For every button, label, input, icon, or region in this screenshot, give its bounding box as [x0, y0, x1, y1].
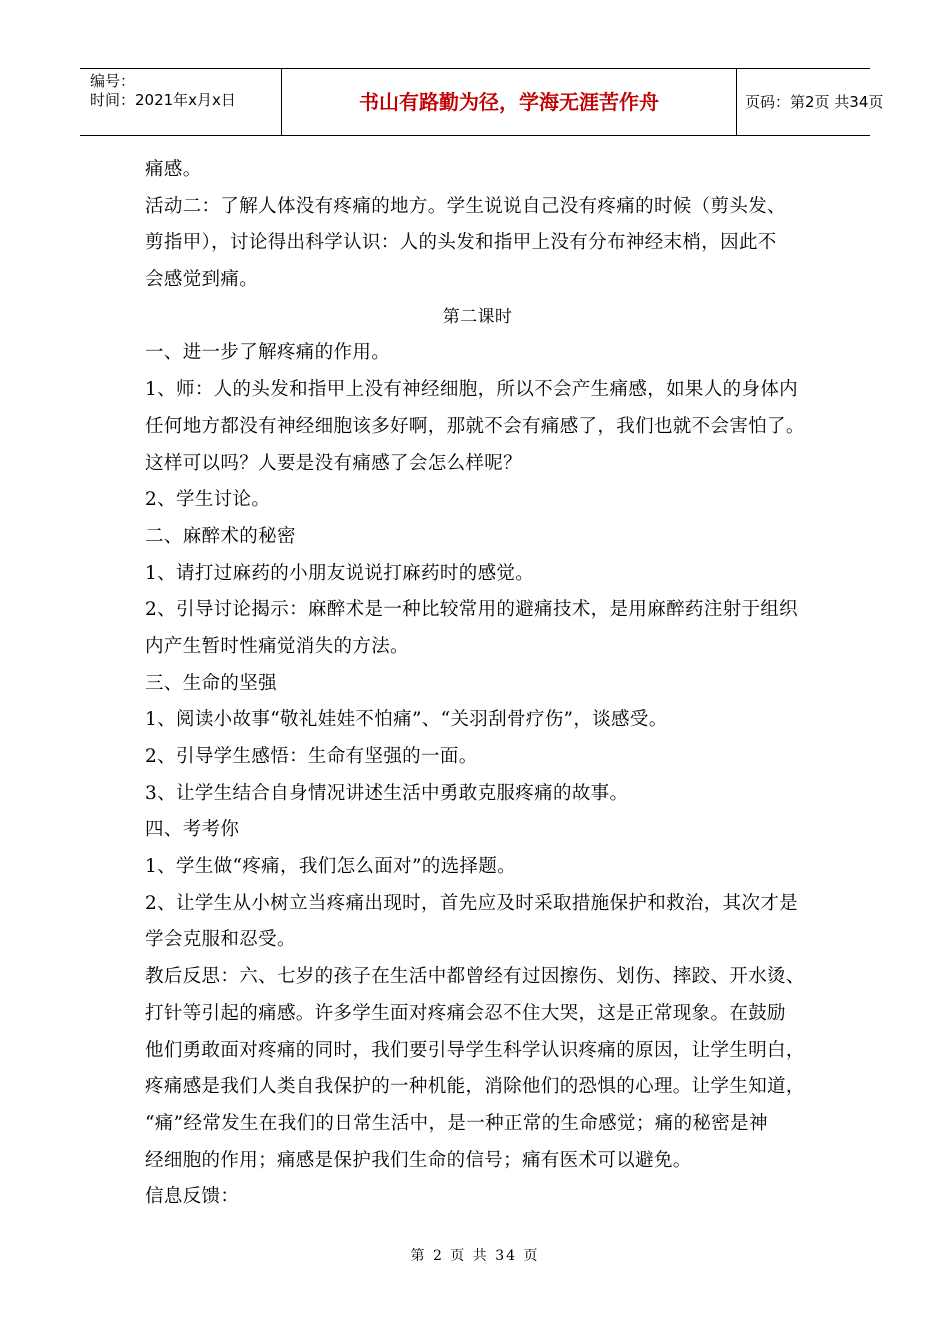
body-line: 经细胞的作用；痛感是保护我们生命的信号；痛有医术可以避免。 — [145, 1149, 692, 1171]
header-motto: 书山有路勤为径，学海无涯苦作舟 — [282, 69, 737, 135]
page-footer: 第 2 页 共 34 页 — [410, 1248, 540, 1264]
header-meta — [80, 69, 282, 135]
body-line: 活动二：了解人体没有疼痛的地方。学生说说自己没有疼痛的时候（剪头发、 — [145, 195, 786, 217]
body-line: 三、生命的坚强 — [145, 672, 277, 694]
section-title: 第二课时 — [442, 306, 513, 327]
body-line: 2、引导讨论揭示：麻醉术是一种比较常用的避痛技术，是用麻醉药注射于组织 — [145, 599, 799, 621]
body-line: 教后反思：六、七岁的孩子在生活中都曾经有过因擦伤、划伤、摔跤、开水烫、 — [145, 966, 805, 988]
body-line: 四、考考你 — [145, 819, 240, 841]
body-line: 疼痛感是我们人类自我保护的一种机能，消除他们的恐惧的心理。让学生知道， — [145, 1076, 805, 1098]
body-line: 1、请打过麻药的小朋友说说打麻药时的感觉。 — [145, 562, 535, 584]
body-line: 一、进一步了解疼痛的作用。 — [145, 342, 391, 364]
body-line: 这样可以吗？人要是没有痛感了会怎么样呢？ — [145, 452, 523, 474]
body-line: 信息反馈： — [145, 1186, 240, 1208]
body-line: 内产生暂时性痛觉消失的方法。 — [145, 635, 409, 657]
body-line: 2、让学生从小树立当疼痛出现时，首先应及时采取措施保护和救治，其次才是 — [145, 892, 799, 914]
number-label: 编号： — [90, 72, 136, 90]
body-line: 1、师：人的头发和指甲上没有神经细胞，所以不会产生痛感，如果人的身体内 — [145, 379, 799, 401]
body-line: 2、引导学生感悟：生命有坚强的一面。 — [145, 746, 478, 767]
body-line: 1、学生做“疼痛，我们怎么面对”的选择题。 — [145, 856, 517, 878]
body-line: 二、麻醉术的秘密 — [145, 525, 296, 547]
page-header — [80, 68, 884, 136]
body-line: 他们勇敢面对疼痛的同时，我们要引导学生科学认识疼痛的原因，让学生明白， — [145, 1039, 805, 1061]
body-line: 打针等引起的痛感。许多学生面对疼痛会忍不住大哭，这是正常现象。在鼓励 — [145, 1002, 786, 1024]
body-line: 3、让学生结合自身情况讲述生活中勇敢克服疼痛的故事。 — [145, 782, 629, 804]
body-line: 2、学生讨论。 — [145, 489, 271, 511]
body-line: 学会克服和忍受。 — [145, 929, 296, 951]
body-line: 剪指甲），讨论得出科学认识：人的头发和指甲上没有分布神经末梢，因此不 — [145, 232, 777, 254]
document-body — [145, 152, 810, 1216]
header-page-info: 页码：第2页 共34页 — [745, 93, 884, 111]
body-line: 痛感。 — [145, 159, 202, 180]
body-line: 任何地方都没有神经细胞该多好啊，那就不会有痛感了，我们也就不会害怕了。 — [145, 415, 805, 437]
body-line: 1、阅读小故事“敬礼娃娃不怕痛”、“关羽刮骨疗伤”，谈感受。 — [145, 709, 668, 731]
body-line: “痛”经常发生在我们的日常生活中，是一种正常的生命感觉；痛的秘密是神 — [145, 1112, 768, 1134]
date-label: 时间：2021年x月x日 — [90, 91, 236, 109]
body-line: 会感觉到痛。 — [145, 269, 259, 291]
